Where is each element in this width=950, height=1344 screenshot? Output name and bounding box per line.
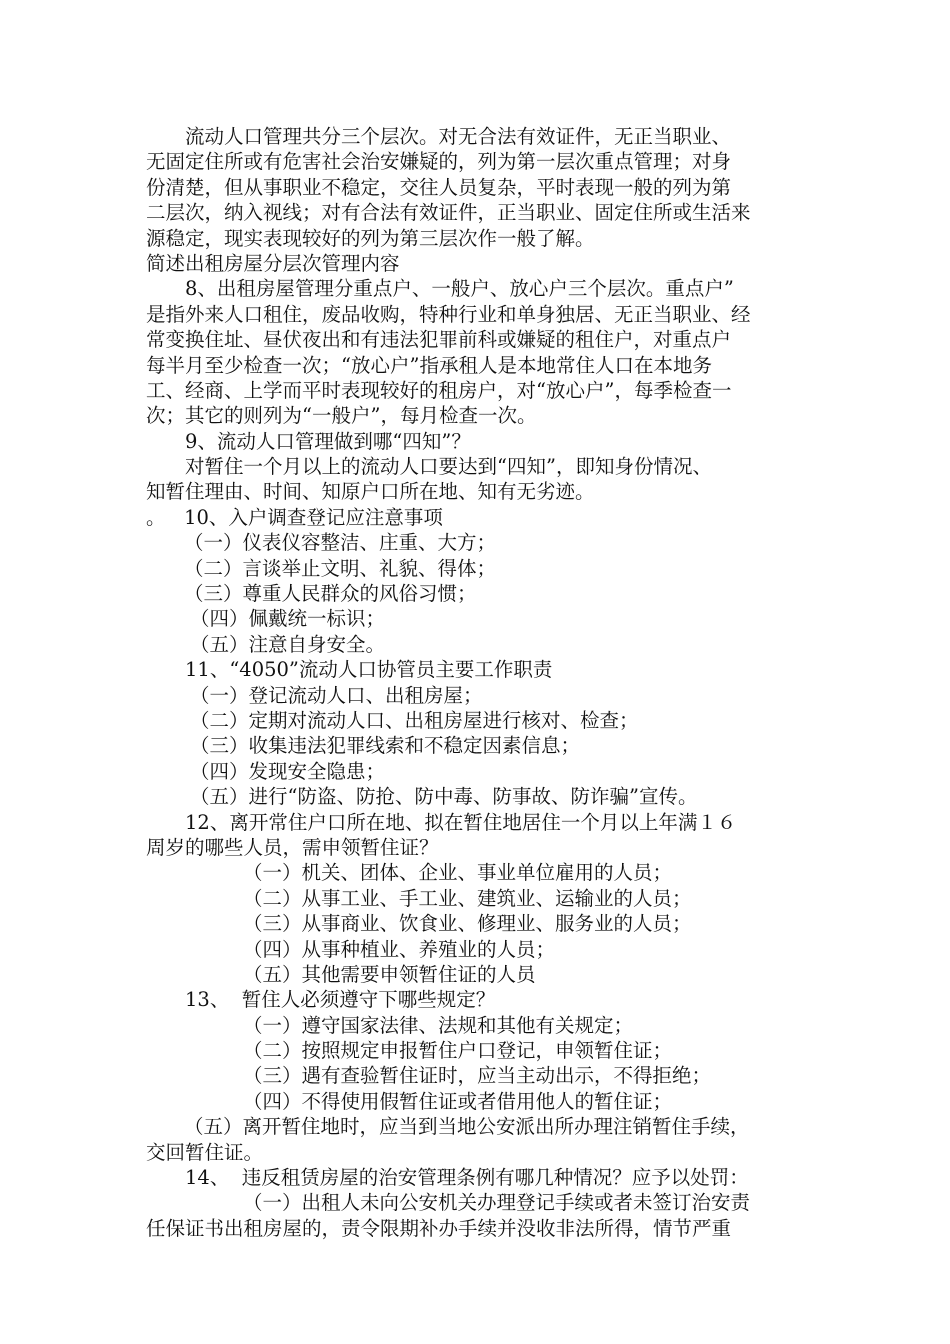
list-item: （五）离开暂住地时，应当到当地公安派出所办理注销暂住手续， — [184, 1115, 750, 1139]
list-item: （一）机关、团体、企业、事业单位雇用的人员； — [243, 861, 673, 885]
list-item: （一）遵守国家法律、法规和其他有关规定； — [243, 1013, 634, 1037]
list-item: （五）注意自身安全。 — [190, 632, 386, 656]
list-item: （三）遇有查验暂住证时，应当主动出示，不得拒绝； — [243, 1064, 712, 1088]
text-line: 对暂住一个月以上的流动人口要达到“四知”，即知身份情况、 — [185, 455, 712, 479]
text-line: 是指外来人口租住，废品收购，特种行业和单身独居、无正当职业、经 — [146, 302, 751, 326]
list-item: （三）从事商业、饮食业、修理业、服务业的人员； — [243, 912, 692, 936]
question-heading: 13、 暂住人必须遵守下哪些规定？ — [185, 988, 496, 1012]
text-line: 任保证书出租房屋的，责令限期补办手续并没收非法所得，情节严重 — [146, 1216, 732, 1240]
list-item: （二）从事工业、手工业、建筑业、运输业的人员； — [243, 886, 692, 910]
text-line: 常变换住址、昼伏夜出和有违法犯罪前科或嫌疑的租住户，对重点户 — [146, 328, 732, 352]
text-line: 源稳定，现实表现较好的列为第三层次作一般了解。 — [146, 226, 595, 250]
text-line: 二层次，纳入视线；对有合法有效证件，正当职业、固定住所或生活来 — [146, 201, 751, 225]
list-item: （四）不得使用假暂住证或者借用他人的暂住证； — [243, 1089, 673, 1113]
list-item: （四）佩戴统一标识； — [190, 607, 386, 631]
list-item: （四）发现安全隐患； — [190, 759, 386, 783]
list-item: （三）尊重人民群众的风俗习惯； — [184, 582, 477, 606]
text-line: 次；其它的则列为“一般户”，每月检查一次。 — [146, 404, 537, 428]
text-line: 知暂住理由、时间、知原户口所在地、知有无劣迹。 — [146, 480, 595, 504]
list-item: （二）定期对流动人口、出租房屋进行核对、检查； — [190, 708, 639, 732]
question-heading: 12、离开常住户口所在地、拟在暂住地居住一个月以上年满１６ — [185, 810, 737, 834]
list-item: （一）仪表仪容整洁、庄重、大方； — [184, 531, 497, 555]
list-item: （四）从事种植业、养殖业的人员； — [243, 937, 556, 961]
text-line: 周岁的哪些人员，需申领暂住证？ — [146, 835, 439, 859]
question-heading: 。 10、入户调查登记应注意事项 — [146, 505, 443, 529]
text-line: 交回暂住证。 — [146, 1140, 264, 1164]
question-heading: 9、流动人口管理做到哪“四知”？ — [185, 429, 471, 453]
list-item: （二）按照规定申报暂住户口登记，申领暂住证； — [243, 1039, 673, 1063]
text-line: 每半月至少检查一次；“放心户”指承租人是本地常住人口在本地务 — [146, 353, 712, 377]
text-line: 工、经商、上学而平时表现较好的租房户，对“放心户”，每季检查一 — [146, 378, 732, 402]
text-line: 流动人口管理共分三个层次。对无合法有效证件，无正当职业、 — [185, 125, 732, 148]
section-heading: 简述出租房屋分层次管理内容 — [146, 251, 400, 275]
list-item: （五）其他需要申领暂住证的人员 — [243, 962, 536, 986]
question-heading: 14、 违反租赁房屋的治安管理条例有哪几种情况？应予以处罚： — [185, 1166, 749, 1190]
list-item: （一）出租人未向公安机关办理登记手续或者未签订治安责 — [243, 1191, 751, 1215]
text-line: 份清楚，但从事职业不稳定，交往人员复杂，平时表现一般的列为第 — [146, 175, 732, 199]
list-item: （二）言谈举止文明、礼貌、得体； — [184, 556, 497, 580]
document-page — [146, 124, 822, 1241]
list-item: （三）收集违法犯罪线索和不稳定因素信息； — [190, 734, 581, 758]
list-item: （一）登记流动人口、出租房屋； — [190, 683, 483, 707]
list-item: （五）进行“防盗、防抢、防中毒、防事故、防诈骗”宣传。 — [190, 785, 698, 809]
text-line: 无固定住所或有危害社会治安嫌疑的，列为第一层次重点管理；对身 — [146, 150, 732, 174]
text-line: 8、出租房屋管理分重点户、一般户、放心户三个层次。重点户” — [185, 277, 734, 301]
question-heading: 11、“4050”流动人口协管员主要工作职责 — [185, 658, 553, 682]
